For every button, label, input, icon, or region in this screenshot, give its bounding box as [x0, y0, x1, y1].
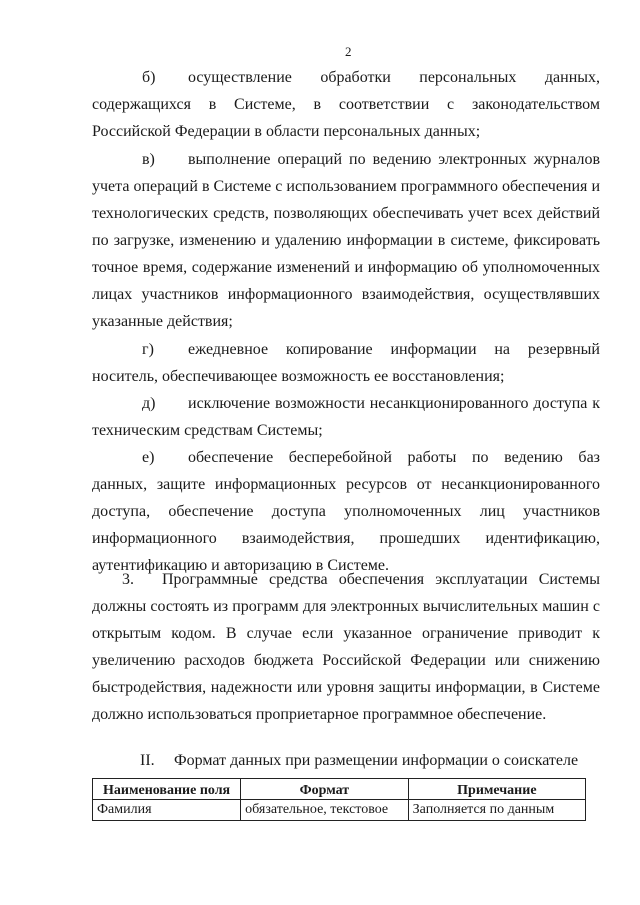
list-item-b	[92, 64, 600, 145]
page-number: 2	[345, 44, 352, 59]
section-heading	[140, 752, 578, 770]
item-label: д)	[142, 395, 156, 412]
item-label: е)	[142, 449, 155, 466]
item-text: ежедневное копирование информации на резервный носитель, обеспечивающее возможность ее восстановления;	[92, 341, 600, 385]
list-item-v	[92, 146, 600, 335]
header-field-name: Наименование поля	[93, 779, 241, 800]
item-text: выполнение операций по ведению электронных журналов учета операций в Системе с использованием программного обеспечения и технологических средств, позволяющих обеспечивать учет всех действий по загрузке, изменению и удалению информации в системе, фиксировать точное время, содержание изменений и информацию об уполномоченных лицах участников информационного взаимодействия, осуществлявших указанные действия;	[92, 151, 600, 330]
header-format: Формат	[241, 779, 409, 800]
header-note: Примечание	[408, 779, 585, 800]
item-label: г)	[142, 341, 154, 358]
cell-note: Заполняется по данным	[408, 800, 585, 821]
point-label: 3.	[122, 571, 134, 588]
section-title: Формат данных при размещении информации о соискателе	[174, 752, 579, 769]
format-table	[92, 778, 586, 821]
item-text: исключение возможности несанкционированного доступа к техническим средствам Системы;	[92, 395, 600, 439]
item-label: в)	[142, 151, 155, 168]
list-item-e	[92, 444, 600, 579]
cell-format: обязательное, текстовое	[241, 800, 409, 821]
item-text: осуществление обработки персональных данных, содержащихся в Системе, в соответствии с законодательством Российской Федерации в области персональных данных;	[92, 69, 600, 140]
section-number: II.	[140, 752, 155, 769]
list-item-g	[92, 336, 600, 390]
table-row	[93, 800, 586, 821]
point-3-paragraph	[92, 566, 600, 728]
cell-field-name: Фамилия	[93, 800, 241, 821]
list-item-d	[92, 390, 600, 444]
point-text: Программные средства обеспечения эксплуатации Системы должны состоять из программ для электронных вычислительных машин с открытым кодом. В случае если указанное ограничение приводит к увеличению расходов бюджета Российской Федерации или снижению быстродействия, надежности или уровня защиты информации, в Системе должно использоваться проприетарное программное обеспечение.	[92, 571, 600, 723]
item-label: б)	[142, 69, 156, 86]
item-text: обеспечение бесперебойной работы по ведению баз данных, защите информационных ресурсов от несанкционированного доступа, обеспечение доступа уполномоченных лиц участников информационного взаимодействия, прошедших идентификацию, аутентификацию и авторизацию в Системе.	[92, 449, 600, 574]
table-header-row	[93, 779, 586, 800]
